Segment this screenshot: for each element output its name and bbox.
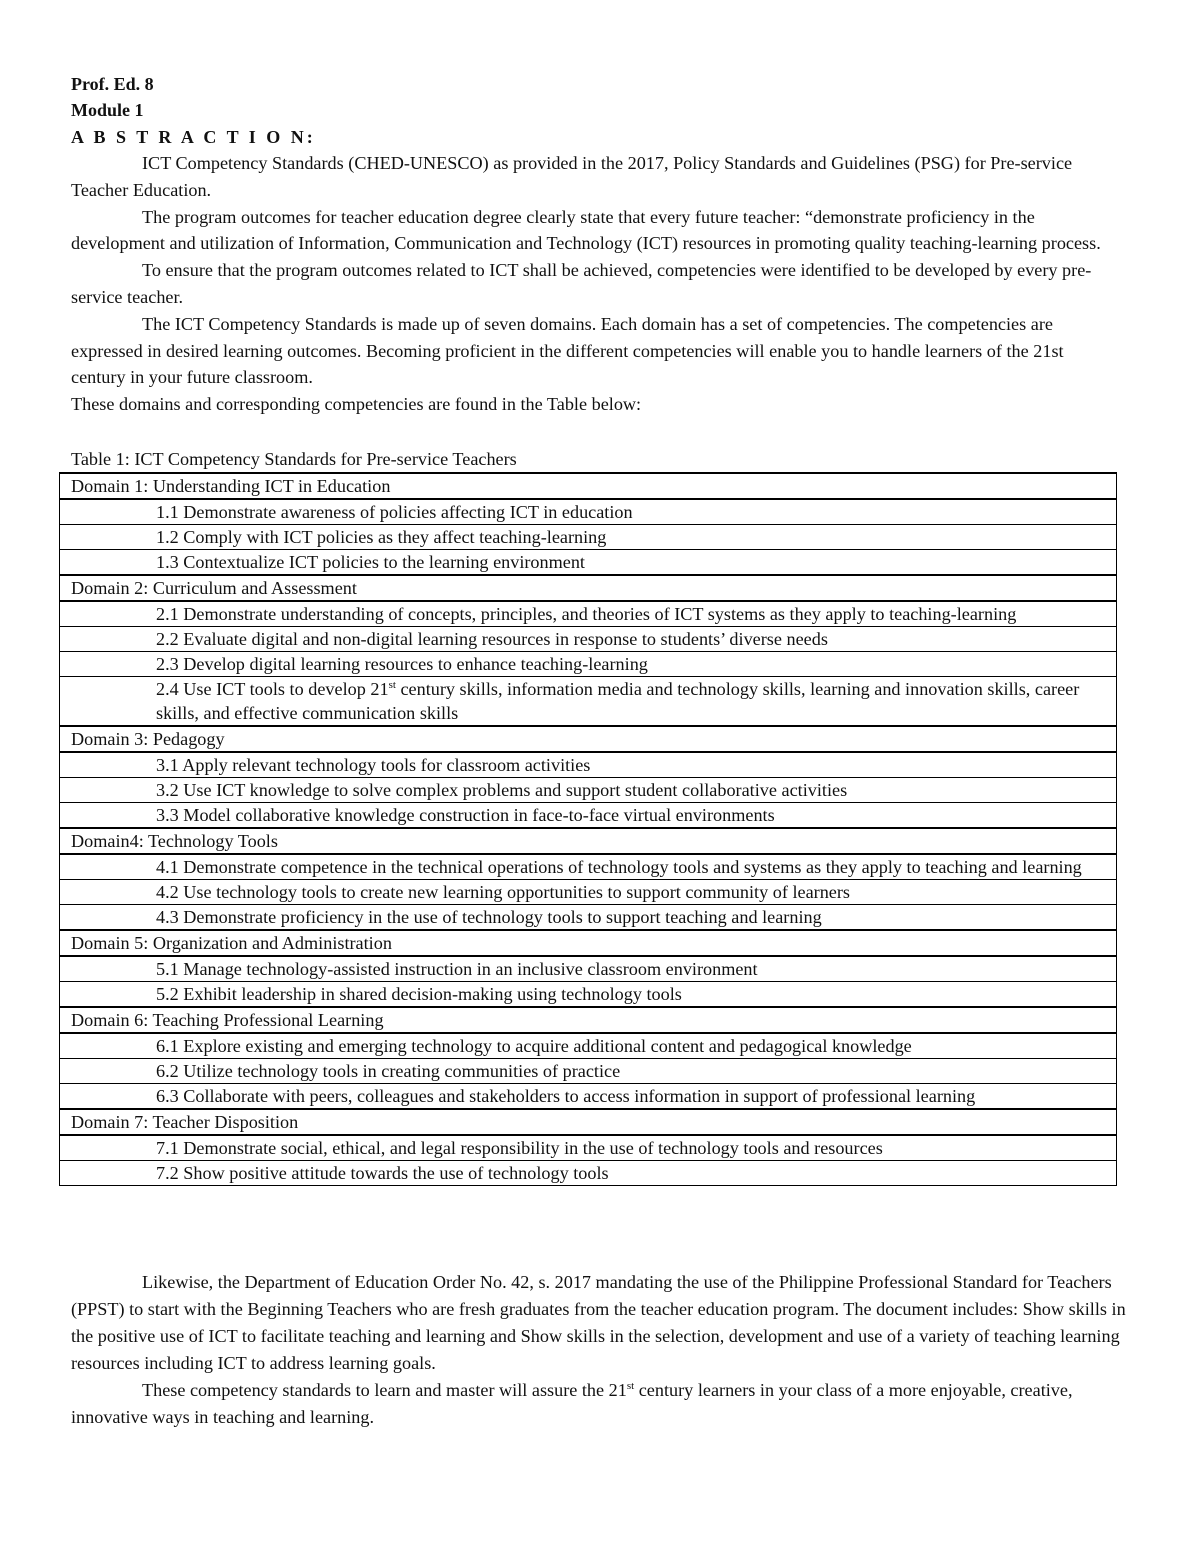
- competency-cell: 4.3 Demonstrate proficiency in the use of technology tools to support teaching and learning: [60, 905, 1117, 931]
- domain-row: [60, 1007, 1117, 1033]
- competency-row: [60, 778, 1117, 803]
- competency-row: [60, 550, 1117, 576]
- competency-cell: 4.1 Demonstrate competence in the technical operations of technology tools and systems as they apply to teaching and learning: [60, 854, 1117, 880]
- competency-text-end: century skills, information media and technology skills, learning and innovation skills, career skills, and effective communication skills: [156, 679, 1080, 723]
- competency-row: [60, 499, 1117, 525]
- competency-cell: 3.2 Use ICT knowledge to solve complex problems and support student collaborative activities: [60, 778, 1117, 803]
- competency-table: [59, 472, 1117, 1186]
- intro-paragraph-1: ICT Competency Standards (CHED-UNESCO) as provided in the 2017, Policy Standards and Guidelines (PSG) for Pre-service Teacher Education.: [71, 153, 1073, 200]
- competency-row: [60, 854, 1117, 880]
- competency-cell: 6.1 Explore existing and emerging technology to acquire additional content and pedagogical knowledge: [60, 1033, 1117, 1059]
- domain-row: [60, 1109, 1117, 1135]
- closing-paragraph-2: [71, 1377, 1131, 1431]
- section-heading: A B S T R A C T I O N:: [71, 127, 316, 147]
- competency-cell: 3.3 Model collaborative knowledge construction in face-to-face virtual environments: [60, 803, 1117, 829]
- competency-row: [60, 652, 1117, 677]
- competency-cell: 5.1 Manage technology-assisted instruction in an inclusive classroom environment: [60, 956, 1117, 982]
- domain-cell: Domain 5: Organization and Administration: [60, 930, 1117, 956]
- closing-paragraph-2-superscript: st: [626, 1379, 635, 1392]
- domain-cell: Domain 3: Pedagogy: [60, 726, 1117, 752]
- domain-row: [60, 726, 1117, 752]
- course-title: Prof. Ed. 8: [71, 74, 154, 94]
- competency-row: [60, 601, 1117, 627]
- competency-row: [60, 525, 1117, 550]
- competency-cell: 1.1 Demonstrate awareness of policies affecting ICT in education: [60, 499, 1117, 525]
- competency-row: [60, 905, 1117, 931]
- competency-row: [60, 880, 1117, 905]
- competency-cell: 1.2 Comply with ICT policies as they affect teaching-learning: [60, 525, 1117, 550]
- competency-cell: 6.3 Collaborate with peers, colleagues and stakeholders to access information in support of professional learning: [60, 1084, 1117, 1110]
- competency-row: [60, 803, 1117, 829]
- table-caption: Table 1: ICT Competency Standards for Pre-service Teachers: [71, 449, 517, 469]
- domain-row: [60, 930, 1117, 956]
- competency-row: [60, 1059, 1117, 1084]
- competency-row: [60, 627, 1117, 652]
- closing-paragraph-2-end: century learners in your class of a more enjoyable, creative, innovative ways in teaching and learning.: [71, 1380, 1073, 1427]
- competency-row: [60, 1033, 1117, 1059]
- competency-row: [60, 752, 1117, 778]
- intro-paragraph-4: The ICT Competency Standards is made up of seven domains. Each domain has a set of competencies. The competencies are expressed in desired learning outcomes. Becoming proficient in the different competencies will enable you to handle learners of the 21st century in your future classroom.: [71, 313, 1064, 388]
- competency-cell: 4.2 Use technology tools to create new learning opportunities to support community of learners: [60, 880, 1117, 905]
- competency-cell: 2.3 Develop digital learning resources to enhance teaching-learning: [60, 652, 1117, 677]
- competency-cell: 3.1 Apply relevant technology tools for classroom activities: [60, 752, 1117, 778]
- domain-cell: Domain 6: Teaching Professional Learning: [60, 1007, 1117, 1033]
- closing-paragraph-2-start: These competency standards to learn and master will assure the 21: [142, 1380, 627, 1400]
- competency-cell: 5.2 Exhibit leadership in shared decision-making using technology tools: [60, 982, 1117, 1008]
- competency-superscript: st: [388, 678, 396, 691]
- domain-row: [60, 828, 1117, 854]
- competency-cell: 1.3 Contextualize ICT policies to the learning environment: [60, 550, 1117, 576]
- competency-cell: 6.2 Utilize technology tools in creating communities of practice: [60, 1059, 1117, 1084]
- competency-cell: 7.1 Demonstrate social, ethical, and legal responsibility in the use of technology tools and resources: [60, 1135, 1117, 1161]
- intro-text: [71, 150, 1121, 418]
- competency-cell: 2.1 Demonstrate understanding of concepts, principles, and theories of ICT systems as they apply to teaching-learning: [60, 601, 1117, 627]
- competency-text-start: 2.4 Use ICT tools to develop 21: [156, 679, 389, 699]
- competency-row: [60, 956, 1117, 982]
- intro-paragraph-3: To ensure that the program outcomes related to ICT shall be achieved, competencies were identified to be developed by every pre-service teacher.: [71, 260, 1092, 307]
- domain-cell: Domain 1: Understanding ICT in Education: [60, 473, 1117, 499]
- closing-text: [71, 1269, 1131, 1431]
- competency-cell: 2.2 Evaluate digital and non-digital learning resources in response to students’ diverse needs: [60, 627, 1117, 652]
- intro-paragraph-5: These domains and corresponding competencies are found in the Table below:: [71, 394, 642, 415]
- competency-row: [60, 1161, 1117, 1186]
- domain-cell: Domain 7: Teacher Disposition: [60, 1109, 1117, 1135]
- module-title: Module 1: [71, 100, 144, 120]
- domain-cell: Domain4: Technology Tools: [60, 828, 1117, 854]
- competency-row: [60, 1084, 1117, 1110]
- competency-row: [60, 982, 1117, 1008]
- competency-cell: 7.2 Show positive attitude towards the use of technology tools: [60, 1161, 1117, 1186]
- domain-row: [60, 575, 1117, 601]
- closing-paragraph-1: Likewise, the Department of Education Order No. 42, s. 2017 mandating the use of the Philippine Professional Standard for Teachers (PPST) to start with the Beginning Teachers who are fresh graduates from the teacher education program. The document includes: Show skills in the positive use of ICT to facilitate teaching and learning and Show skills in the selection, development and use of a variety of teaching learning resources including ICT to address learning goals.: [71, 1272, 1126, 1373]
- competency-row: [60, 1135, 1117, 1161]
- competency-row: [60, 677, 1117, 727]
- competency-cell: [60, 677, 1117, 727]
- domain-cell: Domain 2: Curriculum and Assessment: [60, 575, 1117, 601]
- competency-table-body: [60, 473, 1117, 1186]
- intro-paragraph-2: The program outcomes for teacher education degree clearly state that every future teacher: “demonstrate proficiency in the development and utilization of Information, Communication and Technology (ICT) resources in promoting quality teaching-learning process.: [71, 206, 1101, 254]
- domain-row: [60, 473, 1117, 499]
